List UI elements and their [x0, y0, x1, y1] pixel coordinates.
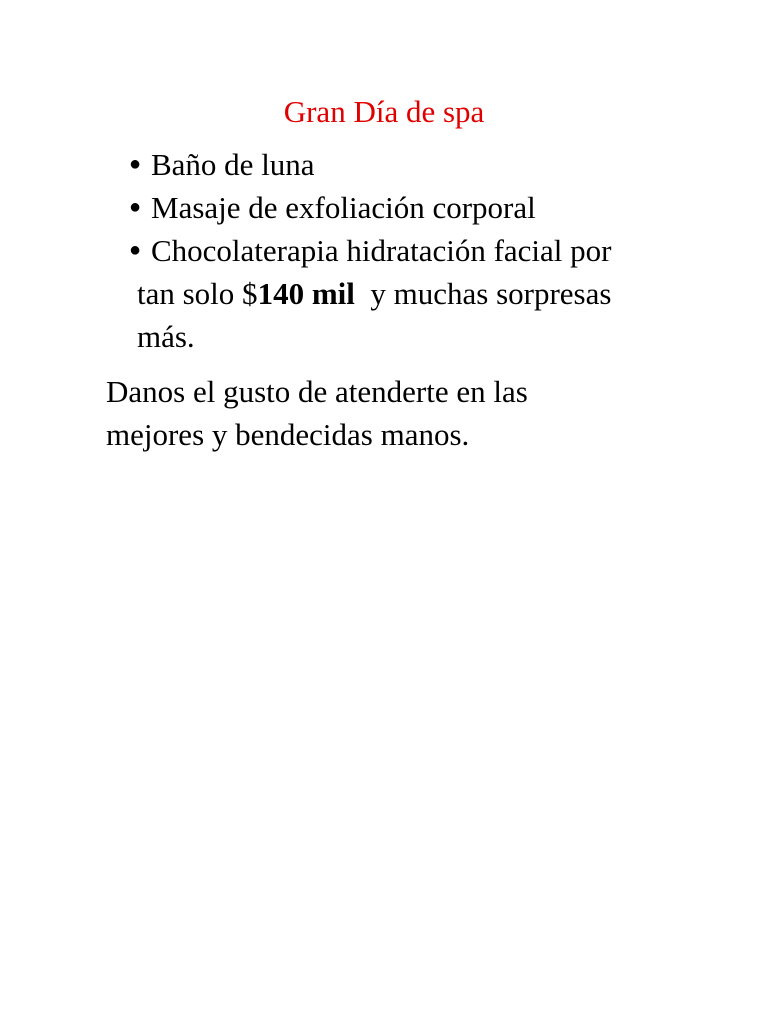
list-item-bath: [0, 143, 768, 186]
closing-paragraph: [106, 370, 666, 456]
bullet-icon: ●: [129, 196, 142, 218]
list-item-text: Chocolaterapia hidratación facial por: [151, 233, 612, 268]
bullet-icon: ●: [129, 239, 142, 261]
list-item-chocolate: [0, 229, 768, 358]
price-suffix: y muchas sorpresas: [354, 276, 612, 311]
bullet-icon: ●: [129, 153, 142, 175]
page-title: Gran Día de spa: [283, 94, 485, 129]
list-item-text-end: más.: [137, 319, 195, 354]
list-item-price-line: [137, 272, 668, 315]
services-list: [0, 143, 768, 358]
closing-line-1: Danos el gusto de atenderte en las: [106, 374, 528, 409]
closing-line-2: mejores y bendecidas manos.: [106, 417, 470, 452]
price-prefix: tan solo $: [137, 276, 258, 311]
list-item-text: Masaje de exfoliación corporal: [151, 190, 536, 225]
list-item-text: Baño de luna: [151, 147, 315, 182]
price-value: 140 mil: [257, 276, 355, 311]
list-item-massage: [0, 186, 768, 229]
